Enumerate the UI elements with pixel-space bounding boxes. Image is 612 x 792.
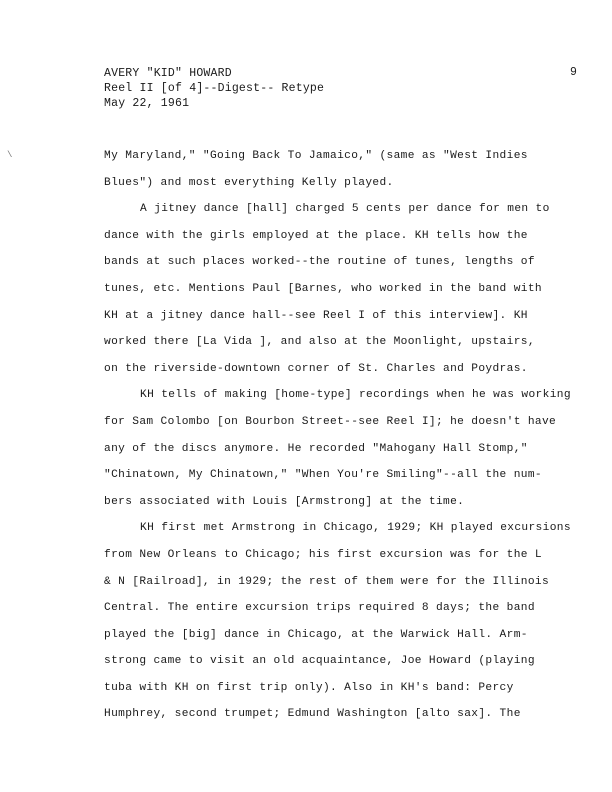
text-line: Central. The entire excursion trips required 8 days; the band <box>104 602 535 615</box>
interviewee-name: AVERY "KID" HOWARD <box>104 67 232 80</box>
margin-mark: \ <box>7 150 13 160</box>
text-line: on the riverside-downtown corner of St. Charles and Poydras. <box>104 362 528 375</box>
reel-info: Reel II [of 4]--Digest-- Retype <box>104 82 325 95</box>
transcript-body <box>104 149 574 734</box>
text-line: any of the discs anymore. He recorded "Mahogany Hall Stomp," <box>104 442 528 455</box>
text-line: & N [Railroad], in 1929; the rest of them were for the Illinois <box>104 575 550 588</box>
text-line: played the [big] dance in Chicago, at the Warwick Hall. Arm- <box>104 628 528 641</box>
text-line: strong came to visit an old acquaintance, Joe Howard (playing <box>104 655 535 668</box>
text-line: Blues") and most everything Kelly played. <box>104 176 394 189</box>
document-header <box>104 66 324 111</box>
text-line: KH first met Armstrong in Chicago, 1929; KH played excursions <box>140 522 571 535</box>
text-line: My Maryland," "Going Back To Jamaico," (same as "West Indies <box>104 150 528 162</box>
text-line: KH tells of making [home-type] recordings when he was working <box>140 389 571 402</box>
text-line: worked there [La Vida ], and also at the Moonlight, upstairs, <box>104 336 535 349</box>
text-line: "Chinatown, My Chinatown," "When You're Smiling"--all the num- <box>104 469 542 482</box>
text-line: bands at such places worked--the routine of tunes, lengths of <box>104 256 535 269</box>
text-line: for Sam Colombo [on Bourbon Street--see Reel I]; he doesn't have <box>104 415 557 428</box>
text-line: from New Orleans to Chicago; his first excursion was for the L <box>104 548 542 561</box>
text-line: KH at a jitney dance hall--see Reel I of this interview]. KH <box>104 309 528 322</box>
interview-date: May 22, 1961 <box>104 97 190 110</box>
text-line: dance with the girls employed at the place. KH tells how the <box>104 229 528 242</box>
text-line: tuba with KH on first trip only). Also in KH's band: Percy <box>104 681 514 694</box>
text-line: Humphrey, second trumpet; Edmund Washington [alto sax]. The <box>104 708 521 721</box>
text-line: A jitney dance [hall] charged 5 cents per dance for men to <box>140 203 550 216</box>
text-line: tunes, etc. Mentions Paul [Barnes, who worked in the band with <box>104 282 542 295</box>
text-line: bers associated with Louis [Armstrong] at the time. <box>104 495 465 508</box>
page-number: 9 <box>570 66 577 79</box>
